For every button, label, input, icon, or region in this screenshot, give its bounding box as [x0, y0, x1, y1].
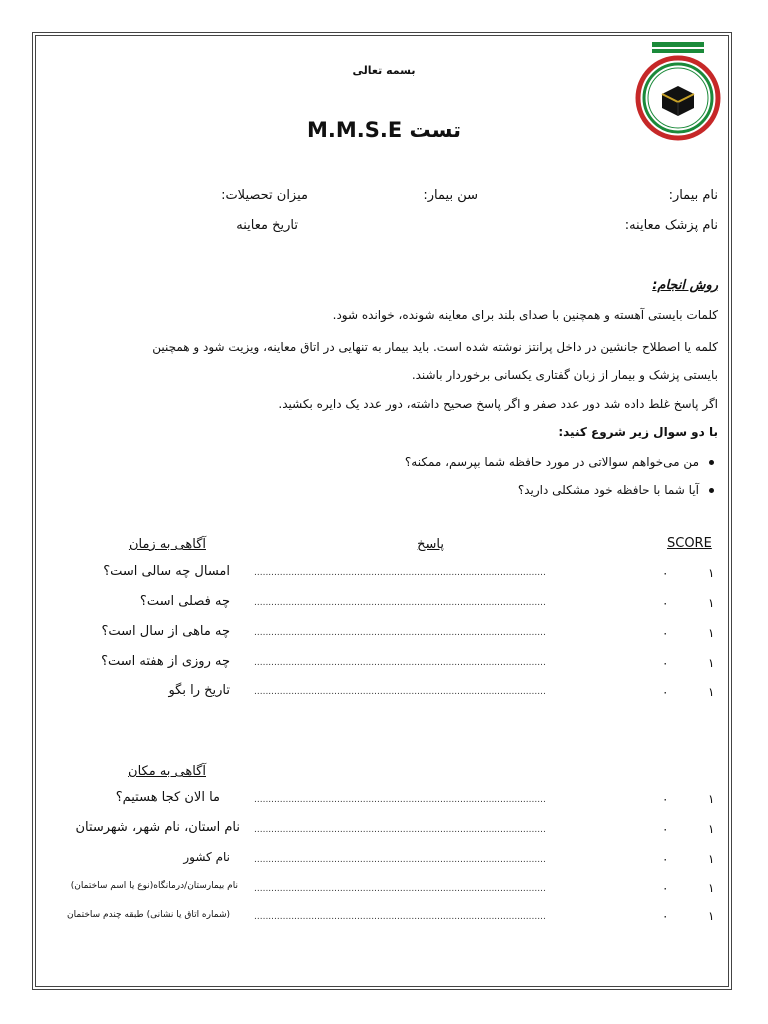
- method-heading: روش انجام:: [652, 278, 718, 293]
- answer-line[interactable]: ......................................................................................................: [254, 912, 546, 922]
- score-zero[interactable]: ۰: [662, 909, 669, 923]
- exam-date-label: تاریخ معاینه: [236, 218, 298, 233]
- score-one[interactable]: ۱: [708, 685, 715, 699]
- time-question-1: امسال چه سالی است؟: [103, 564, 230, 579]
- score-one[interactable]: ۱: [708, 656, 715, 670]
- page-title: تست M.M.S.E: [307, 118, 461, 142]
- bullet-item-2: آیا شما با حافظه خود مشکلی دارید؟: [518, 483, 714, 497]
- page-border: [32, 32, 732, 990]
- bullet-dot-icon: [709, 488, 714, 493]
- method-line-2: کلمه یا اصطلاح جانشین در داخل پرانتز نوشته شده است. باید بیمار به تنهایی در اتاق معاینه، ویزیت شود و همچنین: [152, 340, 718, 354]
- score-zero[interactable]: ۰: [662, 852, 669, 866]
- bullet-dot-icon: [709, 460, 714, 465]
- doctor-name-label: نام پزشک معاینه:: [624, 218, 718, 233]
- place-question-3: نام کشور: [183, 850, 230, 864]
- score-one[interactable]: ۱: [708, 596, 715, 610]
- method-line-3: بایستی پزشک و بیمار از زبان گفتاری یکسانی برخوردار باشند.: [411, 368, 718, 382]
- answer-line[interactable]: ......................................................................................................: [254, 598, 546, 608]
- start-heading: با دو سوال زیر شروع کنید:: [558, 425, 718, 439]
- patient-name-label: نام بیمار:: [668, 188, 718, 203]
- answer-line[interactable]: ......................................................................................................: [254, 855, 546, 865]
- place-question-4: نام بیمارستان/درمانگاه(نوع یا اسم ساختمان): [70, 881, 238, 891]
- answer-line[interactable]: ......................................................................................................: [254, 687, 546, 697]
- answer-line[interactable]: ......................................................................................................: [254, 825, 546, 835]
- score-one[interactable]: ۱: [708, 792, 715, 806]
- score-zero[interactable]: ۰: [662, 792, 669, 806]
- time-question-5: تاریخ را بگو: [168, 683, 230, 698]
- place-orientation-heading: آگاهی به مکان: [128, 764, 206, 779]
- bismillah-text: بسمه تعالی: [352, 64, 416, 77]
- time-orientation-heading: آگاهی به زمان: [128, 537, 206, 552]
- score-zero[interactable]: ۰: [662, 596, 669, 610]
- answer-line[interactable]: ......................................................................................................: [254, 795, 546, 805]
- score-zero[interactable]: ۰: [662, 881, 669, 895]
- place-question-1: ما الان کجا هستیم؟: [115, 790, 220, 805]
- education-label: میزان تحصیلات:: [221, 188, 308, 203]
- score-one[interactable]: ۱: [708, 822, 715, 836]
- patient-age-label: سن بیمار:: [423, 188, 478, 203]
- score-one[interactable]: ۱: [708, 909, 715, 923]
- score-zero[interactable]: ۰: [662, 566, 669, 580]
- place-question-2: نام استان، نام شهر، شهرستان: [75, 820, 240, 835]
- score-one[interactable]: ۱: [708, 852, 715, 866]
- score-zero[interactable]: ۰: [662, 685, 669, 699]
- bullet-item-1: من می‌خواهم سوالاتی در مورد حافظه شما بپرسم، ممکنه؟: [405, 455, 714, 469]
- score-one[interactable]: ۱: [708, 626, 715, 640]
- time-question-2: چه فصلی است؟: [139, 594, 230, 609]
- place-question-5: (شماره اتاق یا نشانی) طبقه چندم ساختمان: [67, 910, 230, 920]
- score-zero[interactable]: ۰: [662, 626, 669, 640]
- time-question-4: چه روزی از هفته است؟: [101, 654, 230, 669]
- method-line-1: کلمات بایستی آهسته و همچنین با صدای بلند برای معاینه شونده، خوانده شود.: [332, 308, 718, 322]
- answer-line[interactable]: ......................................................................................................: [254, 884, 546, 894]
- score-zero[interactable]: ۰: [662, 822, 669, 836]
- answer-line[interactable]: ......................................................................................................: [254, 658, 546, 668]
- answer-heading: پاسخ: [417, 537, 444, 552]
- method-line-4: اگر پاسخ غلط داده شد دور عدد صفر و اگر پاسخ صحیح داشته، دور عدد یک دایره بکشید.: [278, 397, 718, 411]
- answer-line[interactable]: ......................................................................................................: [254, 628, 546, 638]
- answer-line[interactable]: ......................................................................................................: [254, 568, 546, 578]
- score-zero[interactable]: ۰: [662, 656, 669, 670]
- score-heading: SCORE: [667, 536, 712, 551]
- time-question-3: چه ماهی از سال است؟: [101, 624, 230, 639]
- score-one[interactable]: ۱: [708, 881, 715, 895]
- score-one[interactable]: ۱: [708, 566, 715, 580]
